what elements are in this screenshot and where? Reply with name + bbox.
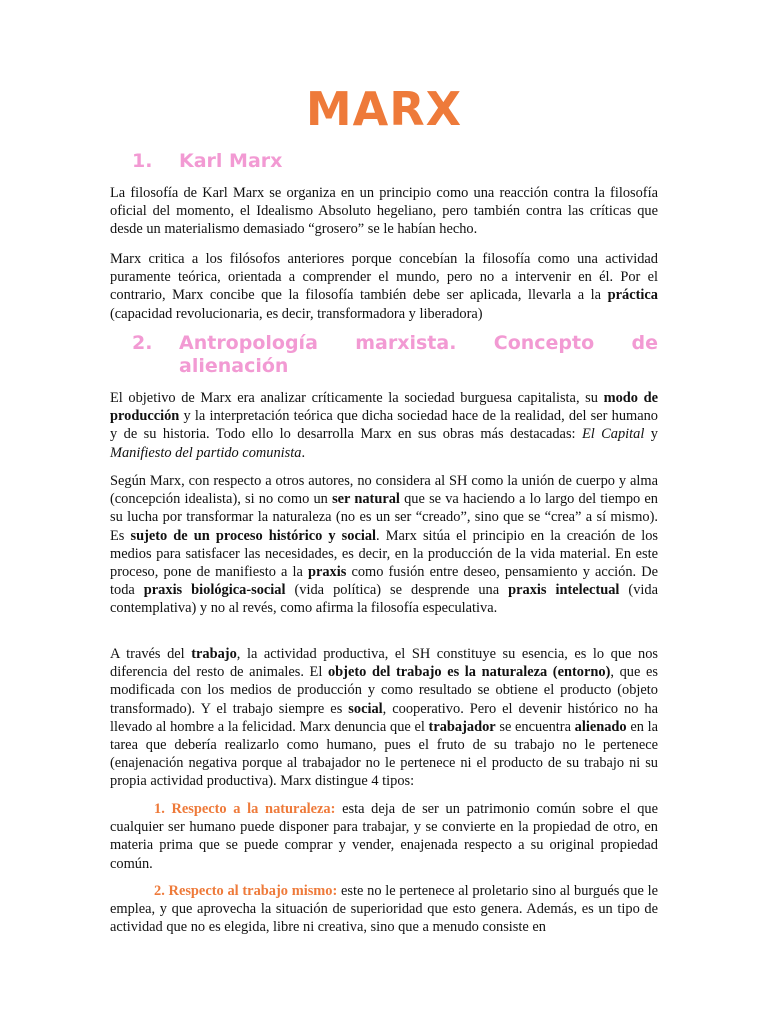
section-heading-karl-marx [132,150,658,173]
section-title-line: alienación [179,355,289,377]
section-title: Karl Marx [179,150,283,172]
list-item-naturaleza: 1. Respecto a la naturaleza: esta deja de ser un patrimonio común sobre el que cualquier ser humano puede disponer para trabajar, y se convierte en la propiedad de otro, en materia prima que se puede comprar y vender, enajenada respecto a su original propiedad común. [110,801,658,872]
document-title: MARX [305,82,463,136]
paragraph-objetivo: El objetivo de Marx era analizar críticamente la sociedad burguesa capitalista, su modo de producción y la interpretación teórica que dicha sociedad hace de la realidad, del ser humano y de su historia. Todo ello lo desarrolla Marx en sus obras más destacadas: El Capital y Manifiesto del partido comunista. [110,390,659,461]
paragraph-critica: Marx critica a los filósofos anteriores porque concebían la filosofía como una actividad puramente teórica, orientada a comprender el mundo, pero no a intervenir en él. Por el contrario, Marx concibe que la filosofía también debe ser aplicada, llevarla a la práctica (capacidad revolucionaria, es decir, transformadora y liberadora) [110,251,658,322]
paragraph-intro: La filosofía de Karl Marx se organiza en un principio como una reacción contra la filosofía oficial del momento, el Idealismo Absoluto hegeliano, pero también contra las críticas que desde un materialismo demasiado “grosero” se le habían hecho. [110,185,658,238]
section-number: 1. [132,150,153,172]
bold-term: práctica [607,287,658,304]
section-title-line: 2. Antropología marxista. Concepto de [132,332,658,354]
section-heading-antropologia [132,332,658,378]
list-item-label: 1. Respecto a la naturaleza: [154,801,336,817]
list-item-label: 2. Respecto al trabajo mismo: [154,883,338,899]
section-number: 2. [132,332,153,354]
list-item-trabajo-mismo: 2. Respecto al trabajo mismo: este no le pertenece al proletario sino al burgués que le emplea, y que aprovecha la situación de superioridad que esto genera. Además, es un tipo de actividad que no es elegida, libre ni creativa, sino que a menudo consiste en [110,883,658,936]
paragraph-trabajo: A través del trabajo, la actividad productiva, el SH constituye su esencia, es lo que nos diferencia del resto de animales. El objeto del trabajo es la naturaleza (entorno), que es modificada con los medios de producción y como resultado se obtiene el producto (objeto transformado). Y el trabajo siempre es social, cooperativo. Pero el devenir histórico no ha llevado al hombre a la felicidad. Marx denuncia que el trabajador se encuentra alienado en la tarea que debería realizarlo como humano, pues el fruto de su trabajo no le pertenece (enajenación negativa porque al trabajador no le pertenece ni el producto de su trabajo ni su propia actividad productiva). Marx distingue 4 tipos: [110,646,659,790]
paragraph-segun-marx: Según Marx, con respecto a otros autores, no considera al SH como la unión de cuerpo y alma (concepción idealista), si no como un ser natural que se va haciendo a lo largo del tiempo en su lucha por transformar la naturaleza (no es un ser “creado”, sino que se “crea” a sí mismo). Es sujeto de un proceso histórico y social. Marx sitúa el principio en la creación de los medios para satisfacer las necesidades, es decir, en la producción de la vida material. En este proceso, pone de manifiesto a la praxis como fusión entre deseo, pensamiento y acción. De toda praxis biológica-social (vida política) se desprende una praxis intelectual (vida contemplativa) y no al revés, como afirma la filosofía especulativa. [110,473,659,617]
